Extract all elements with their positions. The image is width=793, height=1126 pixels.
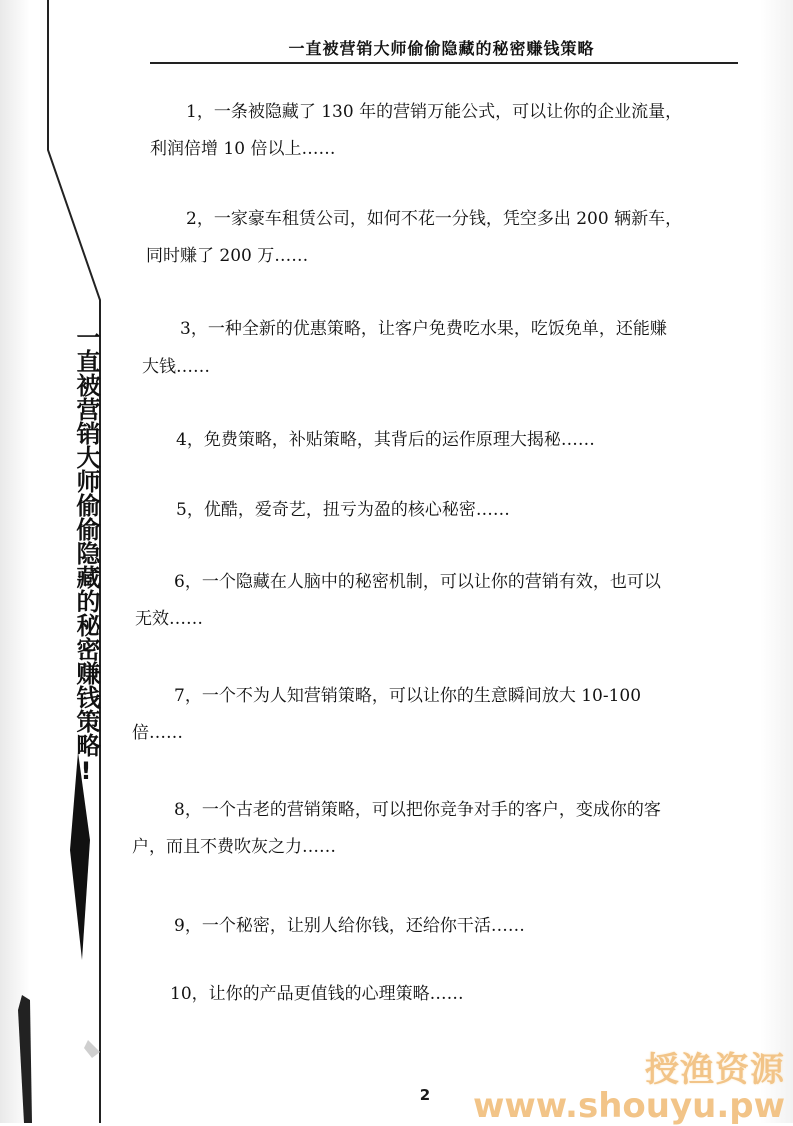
list-item-5-line-1: 5，优酷，爱奇艺，扭亏为盈的核心秘密……	[176, 500, 510, 520]
watermark-url: www.shouyu.pw	[472, 1086, 785, 1126]
list-item-7-line-1: 7，一个不为人知营销策略，可以让你的生意瞬间放大 10-100	[174, 686, 642, 706]
list-item-9-line-1: 9，一个秘密，让别人给你钱，还给你干活……	[174, 916, 525, 936]
list-item-4-line-1: 4，免费策略，补贴策略，其背后的运作原理大揭秘……	[176, 430, 595, 450]
list-item-3-line-1: 3，一种全新的优惠策略，让客户免费吃水果，吃饭免单，还能赚	[180, 319, 667, 339]
side-vertical-title: 一直被营销大师偷偷隐藏的秘密赚钱策略!	[72, 325, 100, 785]
list-item-1-line-1: 1，一条被隐藏了 130 年的营销万能公式，可以让你的企业流量，	[186, 102, 683, 122]
list-item-6-line-1: 6，一个隐藏在人脑中的秘密机制，可以让你的营销有效，也可以	[174, 572, 661, 592]
page-number: 2	[419, 1086, 431, 1104]
watermark-site-name: 授渔资源	[645, 1050, 785, 1090]
list-item-8-line-1: 8，一个古老的营销策略，可以把你竞争对手的客户，变成你的客	[174, 800, 661, 820]
list-item-2-line-1: 2，一家豪车租赁公司，如何不花一分钱，凭空多出 200 辆新车，	[186, 209, 683, 229]
list-item-6-line-2: 无效……	[135, 609, 203, 629]
list-item-7-line-2: 倍……	[132, 723, 183, 743]
list-item-10-line-1: 10，让你的产品更值钱的心理策略……	[170, 984, 464, 1004]
list-item-2-line-2: 同时赚了 200 万……	[146, 246, 309, 266]
list-item-3-line-2: 大钱……	[142, 357, 210, 377]
list-item-8-line-2: 户，而且不费吹灰之力……	[132, 837, 336, 857]
list-item-1-line-2: 利润倍增 10 倍以上……	[150, 139, 336, 159]
page-header-title: 一直被营销大师偷偷隐藏的秘密赚钱策略	[288, 39, 595, 58]
